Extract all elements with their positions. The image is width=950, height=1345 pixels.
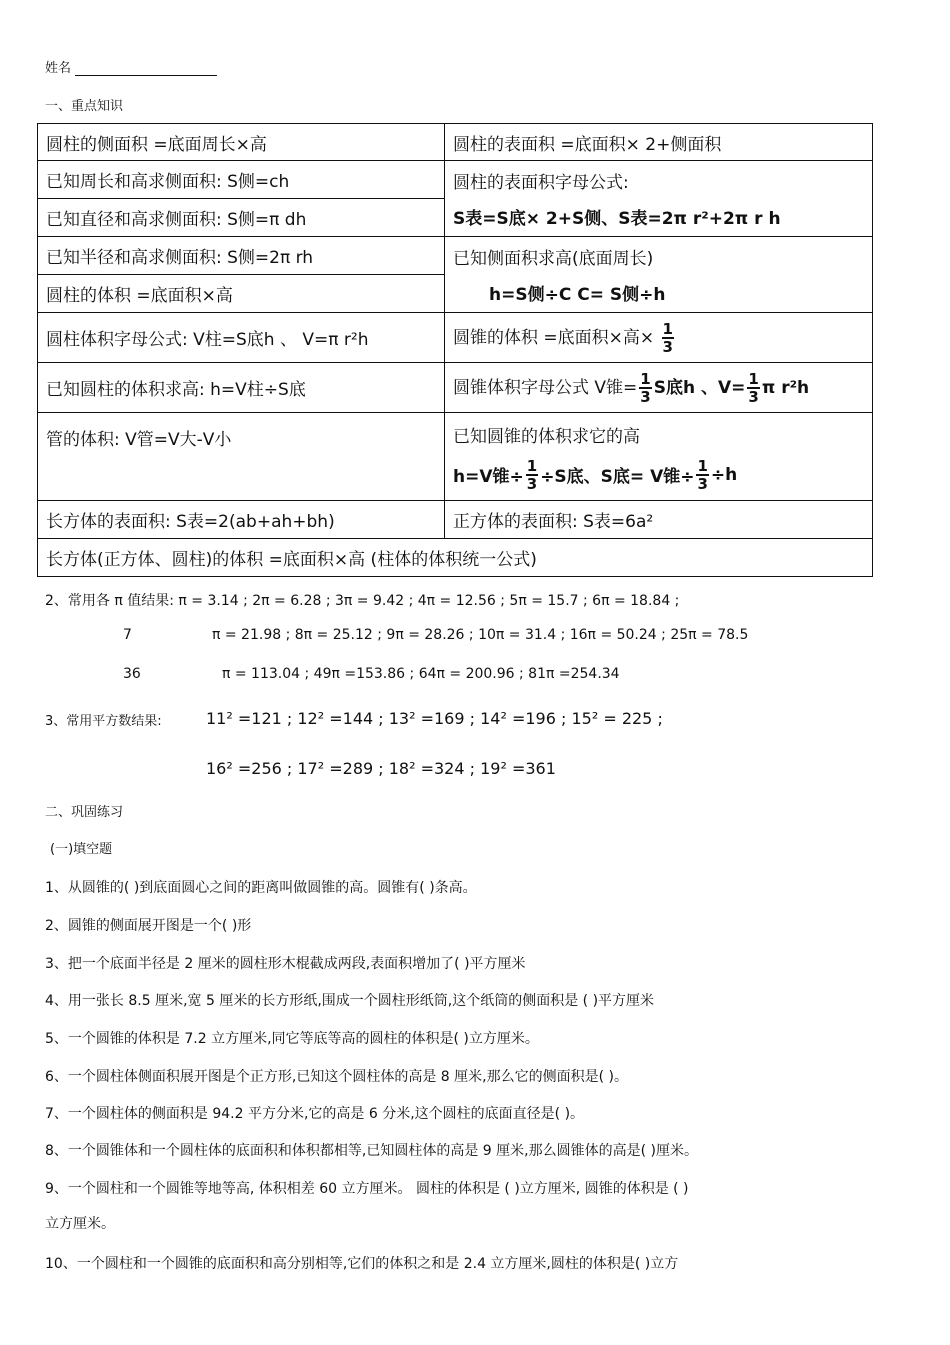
fraction-one-third: $\frac{1}{3}$ [697,456,708,493]
section1-title: 一、重点知识 [45,99,124,114]
pi-values-line2-b: π = 21.98 ; 8π = 25.12 ; 9π = 28.26 ; 10π = 31.4 ; 16π = 50.24 ; 25π = 78.5 [212,627,749,643]
squares-label: 3、常用平方数结果: [45,714,162,729]
cell-r1-left: 圆柱的侧面积 =底面周长×高 [38,124,445,161]
cell-r2-right [445,161,873,237]
cell-r7-right [445,363,873,413]
question-10: 10、一个圆柱和一个圆锥的底面积和高分别相等,它们的体积之和是 2.4 立方厘米,圆柱的体积是( )立方 [45,1256,679,1272]
cone-formula-b: S底h 、V= [653,377,746,398]
name-label: 姓名 [45,61,72,76]
cell-r7-left: 已知圆柱的体积求高: h=V柱÷S底 [38,363,445,413]
cell-r4-left: 已知半径和高求侧面积: S侧=2π rh [38,237,445,275]
cell-r9-right: 正方体的表面积: S表=6a² [445,501,873,539]
cone-formula-c: π r²h [761,377,810,398]
fraction-one-third: $\frac{1}{3}$ [640,369,651,406]
question-4: 4、用一张长 8.5 厘米,宽 5 厘米的长方形纸,围成一个圆柱形纸筒,这个纸筒的侧面积是 ( )平方厘米 [45,993,655,1009]
cell-r4-right [445,237,873,313]
question-3: 3、把一个底面半径是 2 厘米的圆柱形木棍截成两段,表面积增加了( )平方厘米 [45,956,526,972]
knowledge-table [37,123,873,577]
cell-r3-left: 已知直径和高求侧面积: S侧=π dh [38,199,445,237]
fraction-one-third: $\frac{1}{3}$ [748,369,759,406]
question-8: 8、一个圆锥体和一个圆柱体的底面积和体积都相等,已知圆柱体的高是 9 厘米,那么圆锥体的高是( )厘米。 [45,1143,698,1159]
name-row [45,57,217,76]
pi-values-line3-a: 36 [123,666,141,682]
cell-r5-left: 圆柱的体积 =底面积×高 [38,275,445,313]
cell-r8-left: 管的体积: V管=V大-V小 [38,413,445,501]
question-9: 9、一个圆柱和一个圆锥等地等高, 体积相差 60 立方厘米。 圆柱的体积是 ( )立方厘米, 圆锥的体积是 ( ) [45,1181,689,1197]
cell-r8-right-a: 已知圆锥的体积求它的高 [453,427,640,447]
cell-r6-right [445,313,873,363]
question-9-cont: 立方厘米。 [45,1216,115,1232]
question-6: 6、一个圆柱体侧面积展开图是个正方形,已知这个圆柱体的高是 8 厘米,那么它的侧面积是( )。 [45,1069,628,1085]
question-7: 7、一个圆柱体的侧面积是 94.2 平方分米,它的高是 6 分米,这个圆柱的底面直径是( )。 [45,1106,585,1122]
cell-r2-left: 已知周长和高求侧面积: S侧=ch [38,161,445,199]
cell-r10: 长方体(正方体、圆柱)的体积 =底面积×高 (柱体的体积统一公式) [38,539,873,577]
cell-r8-right-b: h=V锥÷ $\frac{1}{3}$ ÷S底、S底= V锥÷ $\frac{1}{3}$ ÷h [453,456,738,493]
question-1: 1、从圆锥的( )到底面圆心之间的距离叫做圆锥的高。圆锥有( )条高。 [45,880,477,896]
pi-values-line2-a: 7 [123,627,132,643]
cell-r2-right-a: 圆柱的表面积字母公式: [453,173,629,193]
question-5: 5、一个圆锥的体积是 7.2 立方厘米,同它等底等高的圆柱的体积是( )立方厘米。 [45,1031,539,1047]
section2-subtitle: (一)填空题 [50,842,113,857]
fraction-one-third: $\frac{1}{3}$ [526,456,538,493]
squares-line1: 11² =121 ; 12² =144 ; 13² =169 ; 14² =196 ; 15² = 225 ; [206,709,663,728]
cell-r8-right [445,413,873,501]
pi-values-line1: 2、常用各 π 值结果: π = 3.14 ; 2π = 6.28 ; 3π = 9.42 ; 4π = 12.56 ; 5π = 15.7 ; 6π = 18.84 ; [45,593,680,609]
cell-r2-right-b: S表=S底× 2+S侧、S表=2π r²+2π r h [453,209,781,229]
squares-line2: 16² =256 ; 17² =289 ; 18² =324 ; 19² =361 [206,759,556,778]
cell-r1-right: 圆柱的表面积 =底面积× 2+侧面积 [445,124,873,161]
cell-r6-left: 圆柱体积字母公式: V柱=S底h 、 V=π r²h [38,313,445,363]
cell-r4-right-b: h=S侧÷C C= S侧÷h [489,285,666,305]
pi-values-line3-b: π = 113.04 ; 49π =153.86 ; 64π = 200.96 ; 81π =254.34 [222,666,620,682]
question-2: 2、圆锥的侧面展开图是一个( )形 [45,918,252,934]
cone-volume-text: 圆锥的体积 =底面积×高× [453,327,655,348]
name-blank[interactable] [75,61,217,76]
cell-r9-left: 长方体的表面积: S表=2(ab+ah+bh) [38,501,445,539]
cell-r4-right-a: 已知侧面积求高(底面周长) [453,249,654,269]
cone-formula-a: 圆锥体积字母公式 V锥= [453,377,638,398]
section2-title: 二、巩固练习 [45,805,124,820]
fraction-one-third: $\frac{1}{3}$ [662,319,673,356]
